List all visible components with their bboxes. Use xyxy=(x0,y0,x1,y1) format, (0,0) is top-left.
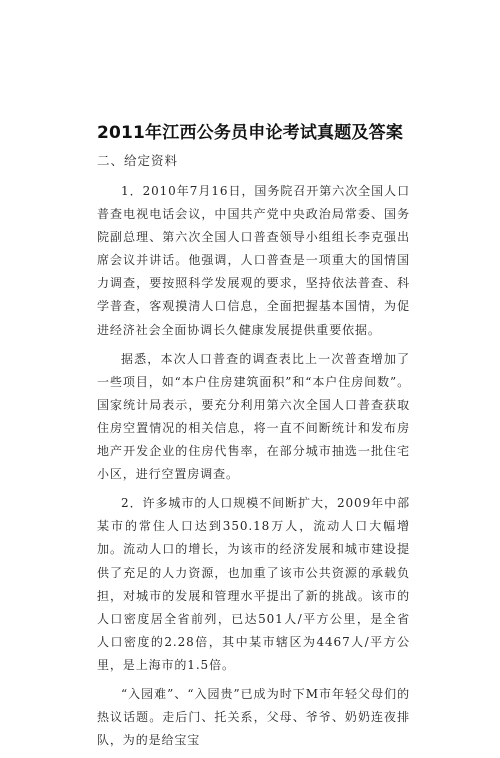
paragraph: “入园难”、“入园贵”已成为时下M市年轻父母们的热议话题。走后门、托关系，父母、爷爷、奶奶连夜排队，为的是给宝宝 xyxy=(97,686,410,748)
document-title: 2011年江西公务员申论考试真题及答案 xyxy=(96,123,404,143)
paragraph: 1．2010年7月16日，国务院召开第六次全国人口普查电视电话会议，中国共产党中央政治局常委、国务院副总理、第六次全国人口普查领导小组组长李克强出席会议并讲话。他强调，人口普查是一项重大的国情国力调查，要按照科学发展观的要求，坚持依法普查、科学普查，客观摸清人口信息，全面把握基本国情，为促进经济社会全面协调长久健康发展提供重要依据。 xyxy=(97,184,410,337)
document-body xyxy=(97,180,410,758)
section-heading: 二、给定资料 xyxy=(97,153,179,168)
paragraph: 据悉，本次人口普查的调查表比上一次普查增加了一些项目，如“本户住房建筑面积”和“本户住房间数”。国家统计局表示，要充分利用第六次全国人口普查获取住房空置情况的相关信息，将一直不间断统计和发布房地产开发企业的住房代售率，在部分城市抽选一批住宅小区，进行空置房调查。 xyxy=(97,351,410,482)
paragraph: 2．许多城市的人口规模不间断扩大，2009年中部某市的常住人口达到350.18万人，流动人口大幅增加。流动人口的增长，为该市的经济发展和城市建设提供了充足的人力资源，也加重了该市公共资源的承载负担，对城市的发展和管理水平提出了新的挑战。该市的人口密度居全省前列，已达501人/平方公里，是全省人口密度的2.28倍，其中某市辖区为4467人/平方公里，是上海市的1.5倍。 xyxy=(97,496,410,672)
